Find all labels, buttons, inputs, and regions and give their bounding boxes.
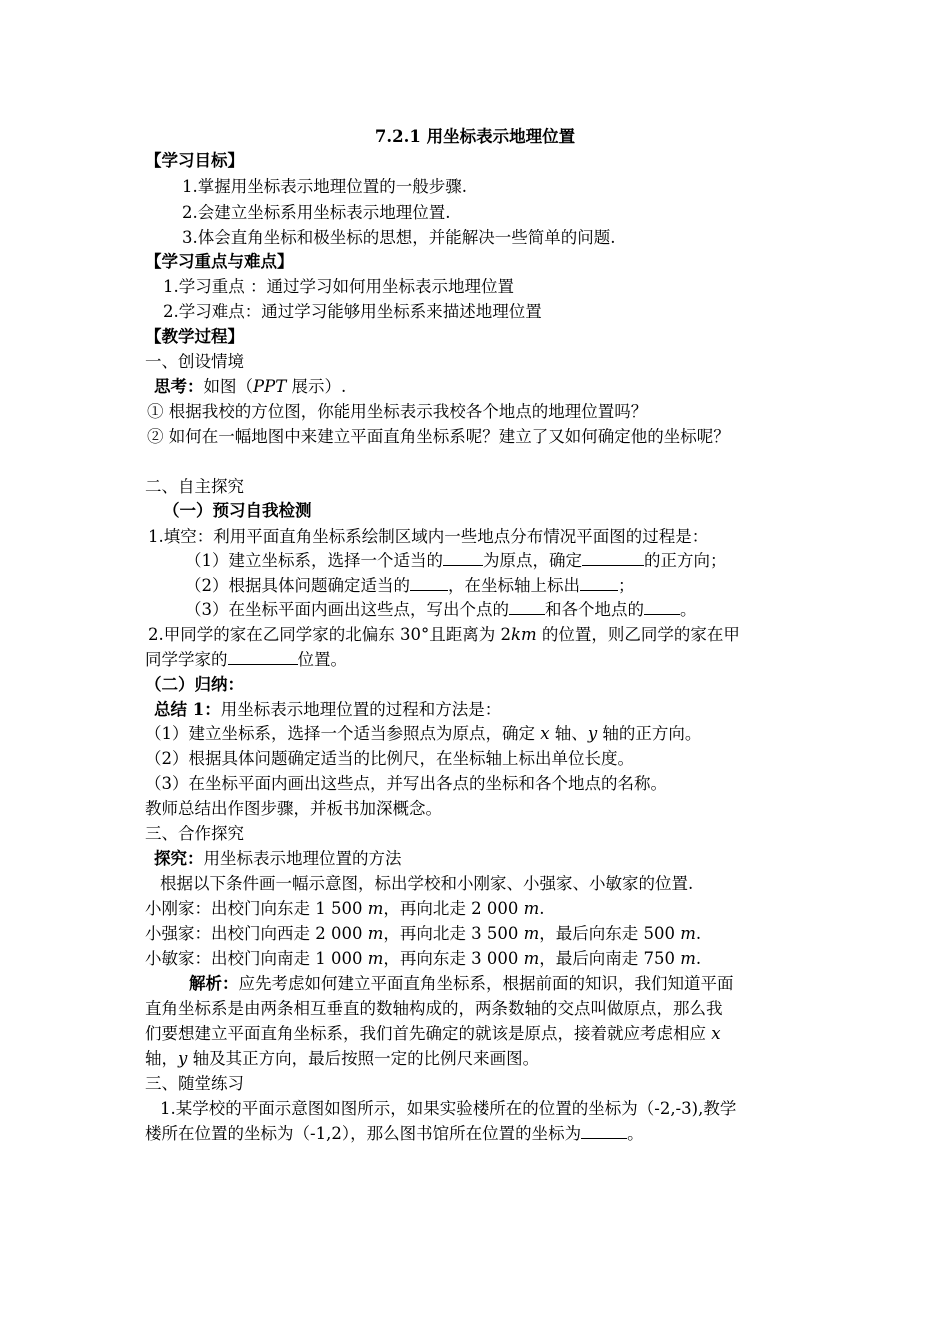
route-text: ，再向北走 2 000 <box>383 899 524 918</box>
analysis-text: 轴， <box>145 1049 178 1068</box>
route-text: 小强家：出校门向西走 2 000 <box>145 924 368 943</box>
unit-m: m <box>523 924 540 943</box>
analysis-text: 们要想建立平面直角坐标系，我们首先确定的就该是原点，接着就应考虑相应 <box>145 1024 712 1043</box>
question-1: ① 根据我校的方位图，你能用坐标表示我校各个地点的地理位置吗？ <box>147 402 648 421</box>
fill-text: 和各个地点的 <box>545 600 644 619</box>
problem-2-line-2 <box>145 648 815 672</box>
fill-blank[interactable] <box>410 574 448 591</box>
route-end: . <box>695 949 702 968</box>
problem-unit: km <box>510 625 537 644</box>
think-line <box>145 375 824 399</box>
fill-text: 的正方向； <box>644 551 727 570</box>
goal-item: 1.掌握用坐标表示地理位置的一般步骤. <box>182 177 467 196</box>
route-text: ，再向东走 3 000 <box>383 949 524 968</box>
fill-blank[interactable] <box>581 1122 627 1139</box>
keypoint-item: 2.学习难点：通过学习能够用坐标系来描述地理位置 <box>163 302 542 321</box>
explore-text: 用坐标表示地理位置的方法 <box>203 849 402 868</box>
fill-step-2 <box>145 574 855 598</box>
fill-blank[interactable] <box>443 549 483 566</box>
think-text: 如图（ <box>203 377 253 396</box>
fill-blank[interactable] <box>228 648 298 665</box>
analysis-text: 轴及其正方向，最后按照一定的比例尺来画图。 <box>187 1049 540 1068</box>
unit-m: m <box>680 924 696 943</box>
fill-text: 。 <box>680 600 697 619</box>
xiaomin-home <box>145 947 815 971</box>
explore-label: 探究： <box>154 849 204 868</box>
fill-blank[interactable] <box>509 598 545 615</box>
fill-text: 为原点，确定 <box>483 551 582 570</box>
fill-blank[interactable] <box>580 574 618 591</box>
section-heading: 二、自主探究 <box>145 477 244 496</box>
fill-text: （1）建立坐标系，选择一个适当的 <box>185 551 443 570</box>
fill-text: ，在坐标轴上标出 <box>448 576 580 595</box>
unit-m: m <box>367 899 384 918</box>
fill-text: ； <box>618 576 635 595</box>
analysis-text: 应先考虑如何建立平面直角坐标系，根据前面的知识，我们知道平面 <box>238 974 734 993</box>
subsection-heading: （二）归纳： <box>145 675 244 694</box>
analysis-line-4 <box>145 1047 815 1071</box>
route-text: ，最后向东走 500 <box>539 924 681 943</box>
unit-m: m <box>523 899 540 918</box>
unit-m: m <box>367 949 384 968</box>
teacher-note: 教师总结出作图步骤，并板书加深概念。 <box>145 799 442 818</box>
analysis-line-3 <box>145 1022 815 1046</box>
question-2: ② 如何在一幅地图中来建立平面直角坐标系呢？建立了又如何确定他的坐标呢？ <box>147 427 730 446</box>
route-text: ，最后向南走 750 <box>539 949 681 968</box>
think-text-end: 展示）. <box>286 377 347 396</box>
axis-y: y <box>178 1049 188 1068</box>
keypoint-item: 1.学习重点 ：通过学习如何用坐标表示地理位置 <box>163 277 514 296</box>
route-text: 小刚家：出校门向东走 1 500 <box>145 899 368 918</box>
exercise-1-line-1: 1.某学校的平面示意图如图所示，如果实验楼所在的位置的坐标为（-2,-3),教学 <box>160 1099 737 1118</box>
exercise-text: 楼所在位置的坐标为（-1,2），那么图书馆所在位置的坐标为 <box>145 1124 582 1143</box>
summary-text: （1）建立坐标系，选择一个适当参照点为原点，确定 <box>145 724 541 743</box>
fill-step-3 <box>145 598 855 622</box>
unit-m: m <box>523 949 540 968</box>
summary-label: 总结 1： <box>154 700 221 719</box>
goals-heading: 【学习目标】 <box>145 151 244 170</box>
route-text: ，再向北走 3 500 <box>383 924 524 943</box>
goal-item: 2.会建立坐标系用坐标表示地理位置. <box>182 203 451 222</box>
explore-task: 根据以下条件画一幅示意图，标出学校和小刚家、小强家、小敏家的位置. <box>160 874 694 893</box>
exercise-text: 。 <box>627 1124 644 1143</box>
fill-step-1 <box>145 549 855 573</box>
subsection-heading: （一）预习自我检测 <box>163 501 312 520</box>
fill-intro: 1.填空：利用平面直角坐标系绘制区域内一些地点分布情况平面图的过程是： <box>148 527 709 546</box>
summary-step-1 <box>145 722 815 746</box>
route-text: 小敏家：出校门向南走 1 000 <box>145 949 368 968</box>
route-end: . <box>695 924 702 943</box>
section-heading: 三、随堂练习 <box>145 1074 244 1093</box>
xiaoqiang-home <box>145 922 815 946</box>
section-heading: 三、合作探究 <box>145 824 244 843</box>
summary-text: 用坐标表示地理位置的过程和方法是： <box>220 700 502 719</box>
explore-line <box>145 847 824 871</box>
summary-text: 轴、 <box>549 724 588 743</box>
goal-item: 3.体会直角坐标和极坐标的思想，并能解决一些简单的问题. <box>182 228 616 247</box>
route-end: . <box>539 899 545 918</box>
summary-step-2: （2）根据具体问题确定适当的比例尺，在坐标轴上标出单位长度。 <box>145 749 634 768</box>
problem-text: 的位置，则乙同学的家在甲 <box>536 625 740 644</box>
analysis-line-2: 直角坐标系是由两条相互垂直的数轴构成的，两条数轴的交点叫做原点，那么我 <box>145 999 723 1018</box>
exercise-1-line-2 <box>145 1122 815 1146</box>
analysis-line-1 <box>145 972 859 996</box>
fill-blank[interactable] <box>582 549 644 566</box>
axis-y: y <box>587 724 598 743</box>
document-title: 7.2.1 用坐标表示地理位置 <box>374 127 576 146</box>
think-ppt: PPT <box>253 377 287 396</box>
unit-m: m <box>680 949 696 968</box>
think-label: 思考： <box>154 377 204 396</box>
problem-2-line-1 <box>145 623 818 647</box>
problem-text: 2.甲同学的家在乙同学家的北偏东 30°且距离为 2 <box>148 625 511 644</box>
summary-line <box>145 698 824 722</box>
axis-x: x <box>711 1024 721 1043</box>
axis-x: x <box>540 724 550 743</box>
fill-text: （2）根据具体问题确定适当的 <box>185 576 410 595</box>
fill-text: （3）在坐标平面内画出这些点，写出个点的 <box>185 600 509 619</box>
summary-step-3: （3）在坐标平面内画出这些点，并写出各点的坐标和各个地点的名称。 <box>145 774 667 793</box>
section-heading: 一、创设情境 <box>145 352 244 371</box>
process-heading: 【教学过程】 <box>145 327 244 346</box>
problem-text: 位置。 <box>297 650 347 669</box>
unit-m: m <box>367 924 384 943</box>
keypoints-heading: 【学习重点与难点】 <box>145 252 294 271</box>
xiaogang-home <box>145 897 815 921</box>
analysis-label: 解析： <box>189 974 239 993</box>
summary-text: 轴的正方向。 <box>597 724 702 743</box>
problem-text: 同学学家的 <box>145 650 228 669</box>
fill-blank[interactable] <box>644 598 680 615</box>
